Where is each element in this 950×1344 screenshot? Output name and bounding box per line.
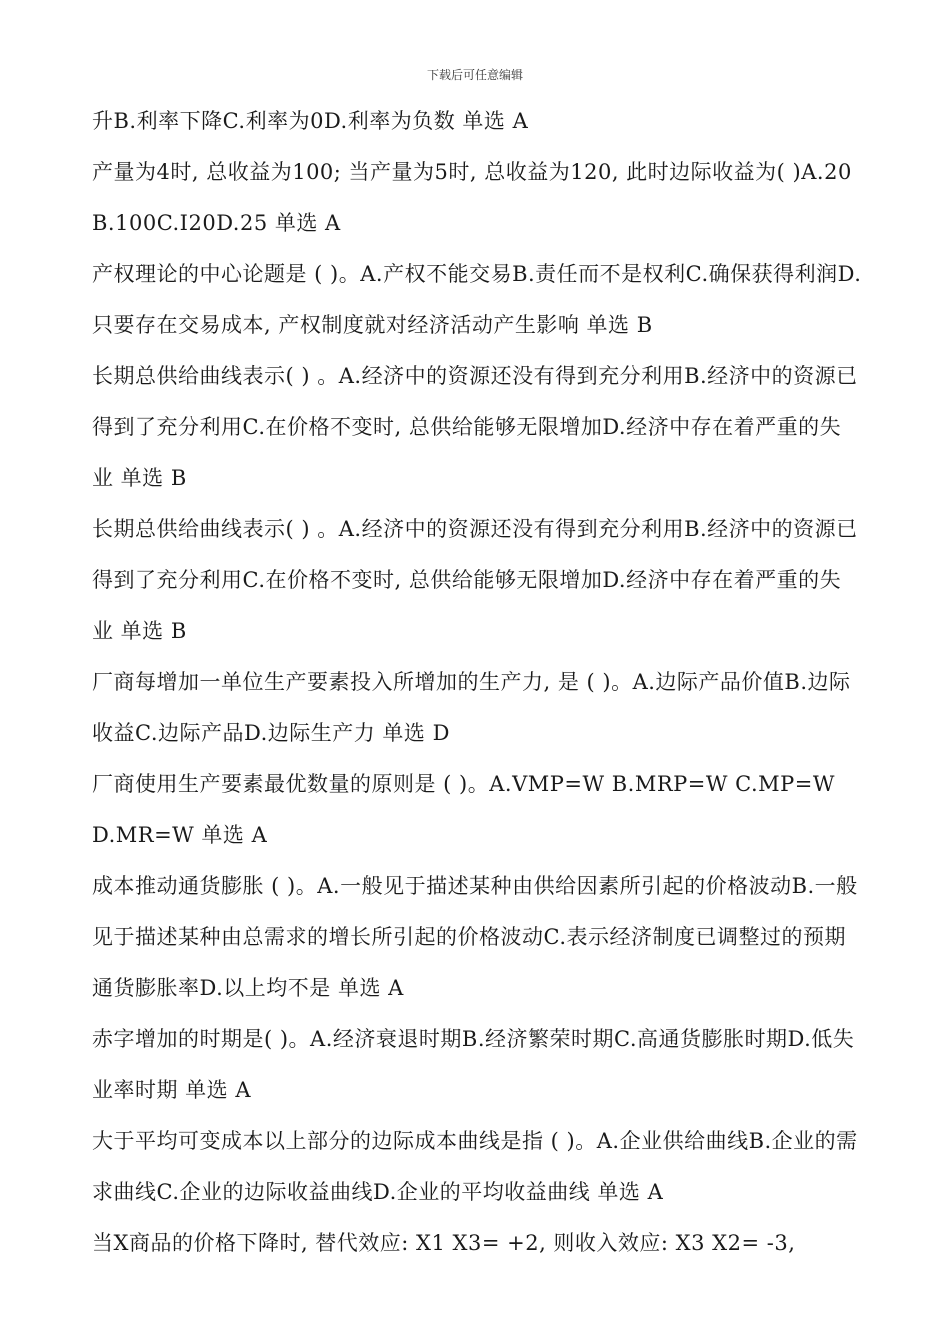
question-entry: 赤字增加的时期是( )。A.经济衰退时期B.经济繁荣时期C.高通货膨胀时期D.低失业率时期 单选 A — [92, 1027, 855, 1102]
document-body — [92, 96, 862, 1269]
question-entry: 当X商品的价格下降时, 替代效应: X1 X3= +2, 则收入效应: X3 X2= -3, — [92, 1231, 796, 1255]
question-entry: 长期总供给曲线表示( ) 。A.经济中的资源还没有得到充分利用B.经济中的资源已得到了充分利用C.在价格不变时, 总供给能够无限增加D.经济中存在着严重的失业 单选 B — [92, 517, 858, 643]
question-entry: 产权理论的中心论题是 ( )。A.产权不能交易B.责任而不是权利C.确保获得利润D.只要存在交易成本, 产权制度就对经济活动产生影响 单选 B — [92, 262, 862, 337]
page-header: 下载后可任意编辑 — [426, 68, 523, 82]
question-entry: 厂商每增加一单位生产要素投入所增加的生产力, 是 ( )。A.边际产品价值B.边际收益C.边际产品D.边际生产力 单选 D — [92, 670, 851, 745]
question-entry: 成本推动通货膨胀 ( )。A.一般见于描述某种由供给因素所引起的价格波动B.一般见于描述某种由总需求的增长所引起的价格波动C.表示经济制度已调整过的预期通货膨胀率D.以上均不是 单选 A — [92, 874, 858, 1000]
question-entry: 厂商使用生产要素最优数量的原则是 ( )。A.VMP=W B.MRP=W C.MP=W D.MR=W 单选 A — [92, 772, 835, 847]
question-entry: 产量为4时, 总收益为100; 当产量为5时, 总收益为120, 此时边际收益为( )A.20B.100C.I20D.25 单选 A — [92, 160, 852, 235]
question-entry: 大于平均可变成本以上部分的边际成本曲线是指 ( )。A.企业供给曲线B.企业的需求曲线C.企业的边际收益曲线D.企业的平均收益曲线 单选 A — [92, 1129, 858, 1204]
question-entry: 长期总供给曲线表示( ) 。A.经济中的资源还没有得到充分利用B.经济中的资源已得到了充分利用C.在价格不变时, 总供给能够无限增加D.经济中存在着严重的失业 单选 B — [92, 364, 858, 490]
question-entry: 升B.利率下降C.利率为0D.利率为负数 单选 A — [92, 109, 529, 133]
